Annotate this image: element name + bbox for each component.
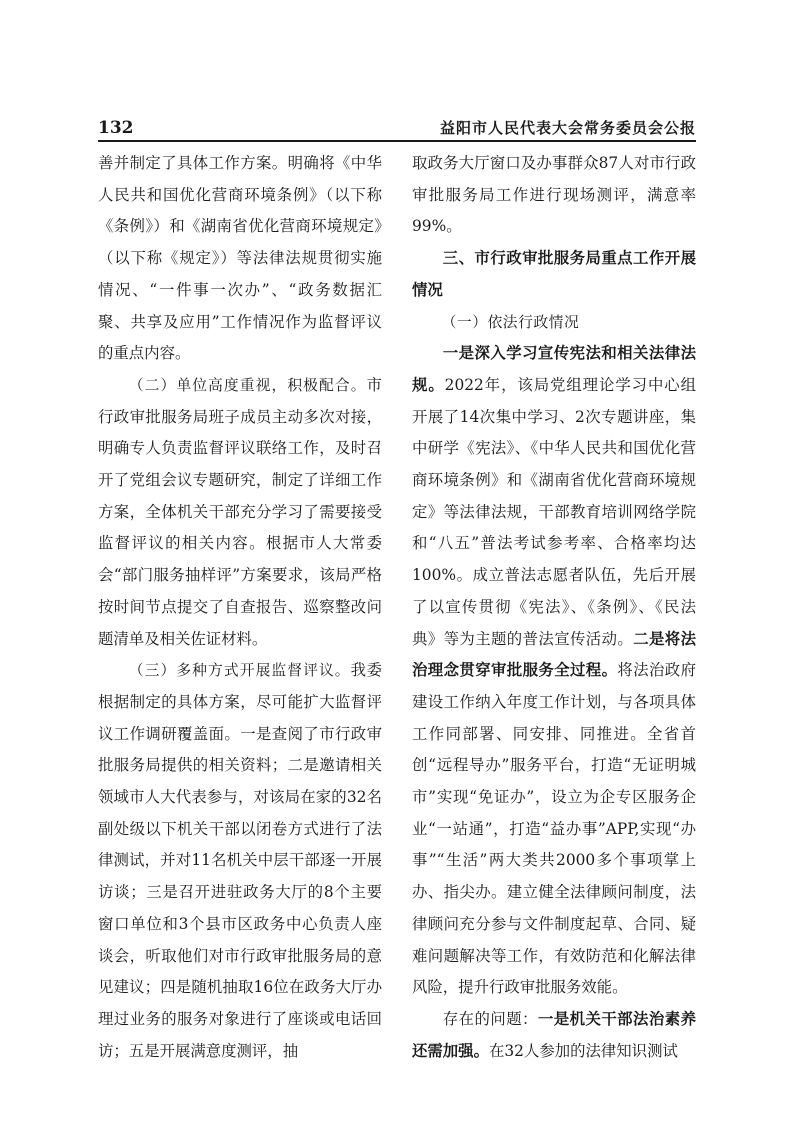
bold-lead-1: 一是深入学习宣传宪法和相关法律法规。 (412, 344, 696, 394)
left-paragraph-2-body: 市行政审批服务局班子成员主动多次对接，明确专人负责监督评议联络工作，及时召开了党组会议专题研究，制定了详细工作方案，全体机关干部充分学习了需要接受监督评议的相关内容。根据市人大常委会“部门服务抽样评”方案要求，该局严格按时间节点提交了自查报告、巡察整改问题清单及相关佐证材料。 (98, 375, 382, 648)
left-column (98, 148, 382, 1067)
page-header (98, 117, 696, 141)
left-paragraph-1: 善并制定了具体工作方案。明确将《中华人民共和国优化营商环境条例》（以下称《条例》）和《湖南省优化营商环境规定》（以下称《规定》）等法律法规贯彻实施情况、“一件事一次办”、“政务数据汇聚、共享及应用”工作情况作为监督评议的重点内容。 (98, 154, 382, 363)
bold-lead-2: 二是将法治理念贯穿审批服务全过程。 (412, 629, 696, 680)
problems-lead: 存在的问题： (442, 1009, 538, 1028)
subsection-heading-2: （二）单位高度重视，积极配合。 (128, 376, 367, 394)
left-paragraph-3-body: 我委根据制定的具体方案，尽可能扩大监督评议工作调研覆盖面。一是查阅了市行政审批服务局提供的相关资料；二是邀请相关领域市人大代表参与，对该局在家的32名副处级以下机关干部以闭卷方式进行了法律测试，并对11名机关中层干部逐一开展访谈；三是召开进驻政务大厅的8个主要窗口单位和3个县市区政务中心负责人座谈会，听取他们对市行政审批服务局的意见建议；四是随机抽取16位在政务大厅办理过业务的服务对象进行了座谈或电话回访；五是开展满意度测评，抽 (98, 661, 382, 1060)
right-paragraph-2-text-1: 2022年，该局党组理论学习中心组开展了14次集中学习、2次专题讲座，集中研学《宪法》、《中华人民共和国优化营商环境条例》和《湖南省优化营商环境规定》等法律法规，干部教育培训网络学院和“八五”普法考试参考率、合格率均达100%。成立普法志愿者队伍，先后开展了以宣传贯彻《宪法》、《条例》、《民法典》等为主题的普法宣传活动。 (412, 375, 696, 648)
right-paragraph-2 (412, 338, 696, 1004)
right-paragraph-1: 取政务大厅窗口及办事群众87人对市行政审批服务局工作进行现场测评，满意率99%。 (412, 154, 696, 236)
right-column (412, 148, 696, 1067)
header-rule (98, 140, 696, 142)
sub-title: （一）依法行政情况 (441, 313, 580, 331)
bold-lead-3: 一是机关干部法治素养还需加强。 (412, 1009, 696, 1060)
left-paragraph-3 (98, 655, 382, 1067)
right-paragraph-3-text: 在32人参加的法律知识测试 (488, 1041, 678, 1060)
left-paragraph-2 (98, 370, 382, 655)
right-paragraph-2-text-2: 将法治政府建设工作纳入年度工作计划，与各项具体工作同部署、同安排、同推进。全省首创“远程导办”服务平台，打造“无证明城市”实现“免证办”，设立为企专区服务企业“一站通”，打造“益办事”APP,实现“办事”“生活”两大类共2000多个事项掌上办、指尖办。建立健全法律顾问制度，法律顾问充分参与文件制度起草、合同、疑难问题解决等工作，有效防范和化解法律风险，提升行政审批服务效能。 (412, 661, 696, 997)
subsection-heading-3: （三）多种方式开展监督评议。 (128, 662, 351, 680)
right-paragraph-3 (412, 1004, 696, 1067)
section-title: 三、市行政审批服务局重点工作开展情况 (412, 249, 696, 299)
page-number: 132 (98, 118, 134, 138)
journal-title: 益阳市人民代表大会常务委员会公报 (439, 119, 696, 137)
